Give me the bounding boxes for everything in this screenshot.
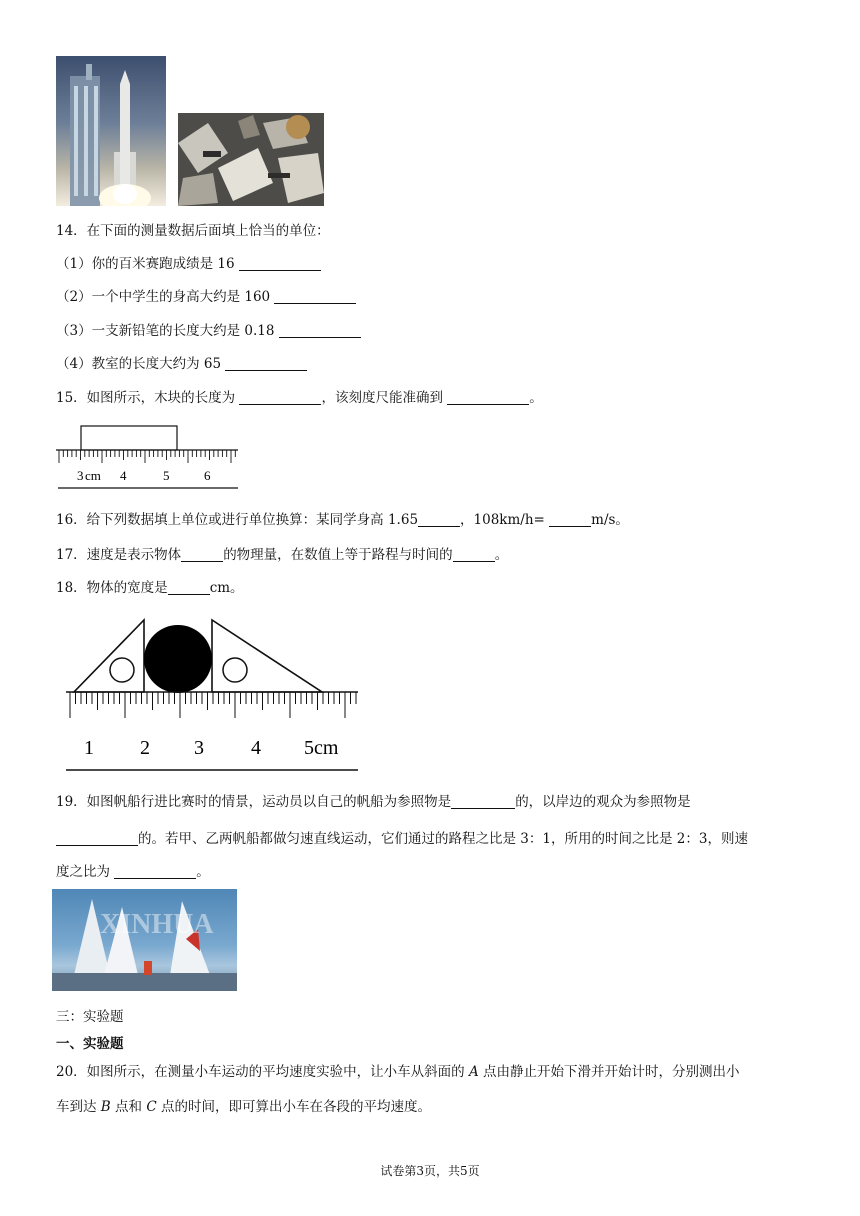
ruler-label: 1 (84, 737, 94, 759)
rocket-launch-photo (56, 56, 166, 206)
q16-text: 16．给下列数据填上单位或进行单位换算：某同学身高 1.65 ，108km/h= m/s。 (56, 512, 629, 528)
answer-blank[interactable] (225, 356, 307, 371)
ruler-label: 3 (194, 737, 204, 759)
black-ball (144, 625, 212, 693)
ruler-label: 3 (77, 468, 84, 483)
q14-item-2: （2）一个中学生的身高大约是 160 (56, 287, 356, 307)
ruler-label: cm (85, 468, 101, 483)
ruler-label: 2 (140, 737, 150, 759)
ruler-label: 5 (163, 468, 170, 483)
answer-blank[interactable] (279, 323, 361, 338)
q14-item-1: （1）你的百米赛跑成绩是 16 (56, 254, 321, 274)
ruler-label: 5cm (304, 737, 339, 759)
answer-blank[interactable] (447, 390, 529, 405)
sailboat-race-photo (52, 889, 237, 991)
q19-line-3: 度之比为 。 (56, 864, 210, 880)
q19-line-1: 19．如图帆船行进比赛时的情景，运动员以自己的帆船为参照物是 的，以岸边的观众为参照物是 (56, 794, 691, 810)
ruler-label: 4 (120, 468, 127, 483)
q18-ruler-figure (60, 616, 366, 778)
ruler-label: 6 (204, 468, 211, 483)
q17-text: 17．速度是表示物体 的物理量，在数值上等于路程与时间的 。 (56, 547, 509, 563)
right-triangle-ruler (212, 620, 322, 692)
q15-text: 15．如图所示，木块的长度为 ，该刻度尺能准确到 。 (56, 390, 543, 406)
section-heading: 一、实验题 (56, 1036, 124, 1052)
q19-line-2: 的。若甲、乙两帆船都做匀速直线运动，它们通过的路程之比是 3：1，所用的时间之比是 2：3，则速 (56, 829, 748, 849)
capsule-debris-icon (178, 113, 324, 206)
q15-ruler-figure (56, 420, 242, 494)
triangle-hole (223, 658, 247, 682)
triangle-hole (110, 658, 134, 682)
answer-blank[interactable] (56, 831, 138, 846)
q14-stem: 14．在下面的测量数据后面填上恰当的单位： (56, 223, 330, 239)
answer-blank[interactable] (239, 390, 321, 405)
q14-item-4: （4）教室的长度大约为 65 (56, 354, 307, 374)
capsule-debris-photo (178, 113, 324, 206)
answer-blank[interactable] (181, 547, 223, 562)
answer-blank[interactable] (114, 864, 196, 879)
watermark-text: XINHUA (100, 909, 214, 940)
section-label: 三：实验题 (56, 1009, 124, 1025)
left-triangle-ruler (74, 620, 144, 692)
ruler-label: 4 (251, 737, 261, 759)
rocket-launch-icon (56, 56, 166, 206)
q14-item-3: （3）一支新铅笔的长度大约是 0.18 (56, 321, 361, 341)
wooden-block (81, 426, 177, 450)
q18-text: 18．物体的宽度是 cm。 (56, 580, 244, 596)
answer-blank[interactable] (274, 289, 356, 304)
answer-blank[interactable] (168, 580, 210, 595)
answer-blank[interactable] (451, 794, 515, 809)
q20-line-2: 车到达 B 点和 C 点的时间，即可算出小车在各段的平均速度。 (56, 1099, 431, 1115)
page-footer: 试卷第3页，共5页 (380, 1164, 480, 1178)
answer-blank[interactable] (453, 547, 495, 562)
sailboat-race-icon (52, 889, 237, 991)
q20-line-1: 20．如图所示，在测量小车运动的平均速度实验中，让小车从斜面的 A 点由静止开始下滑并开始计时，分别测出小 (56, 1064, 740, 1080)
answer-blank[interactable] (549, 512, 591, 527)
answer-blank[interactable] (239, 256, 321, 271)
answer-blank[interactable] (418, 512, 460, 527)
